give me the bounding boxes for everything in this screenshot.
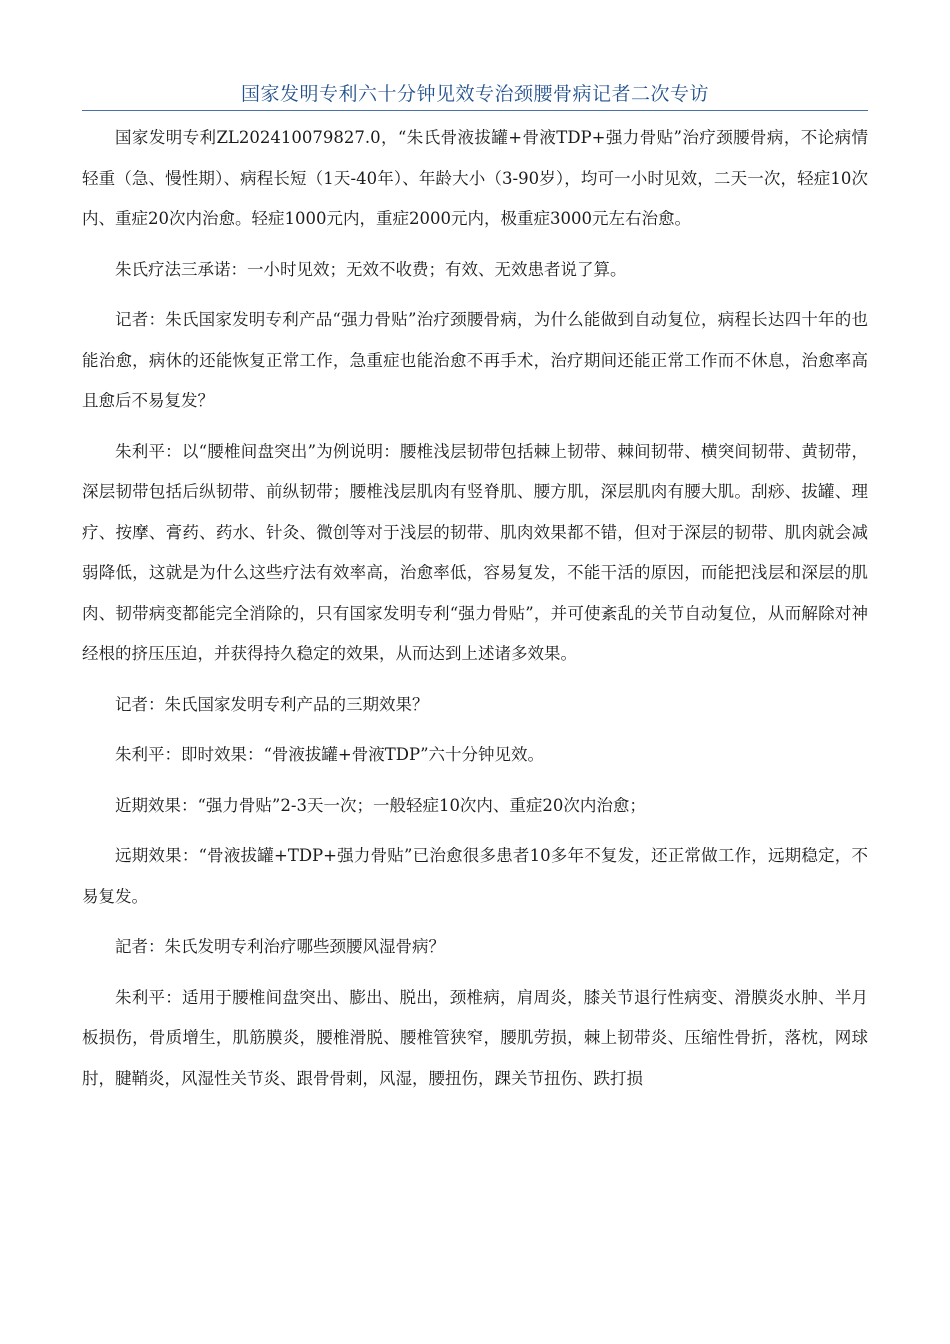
paragraph-patent-intro: 国家发明专利ZL202410079827.0，“朱氏骨液拔罐+骨液TDP+强力骨贴”治疗颈腰骨病，不论病情轻重（急、慢性期）、病程长短（1天-40年）、年龄大小（3-90岁），均可一小时见效，二天一次，轻症10次内、重症20次内治愈。轻症1000元内，重症2000元内，极重症3000元左右治愈。	[82, 128, 868, 228]
paragraph-reporter-question-2: 记者：朱氏国家发明专利产品的三期效果？	[115, 694, 429, 714]
document-body	[82, 118, 868, 1109]
paragraph-answer-1: 朱利平：以“腰椎间盘突出”为例说明：腰椎浅层韧带包括棘上韧带、棘间韧带、横突间韧带、黄韧带，深层韧带包括后纵韧带、前纵韧带；腰椎浅层肌肉有竖脊肌、腰方肌，深层肌肉有腰大肌。刮痧、拔罐、理疗、按摩、膏药、药水、针灸、微创等对于浅层的韧带、肌肉效果都不错，但对于深层的韧带、肌肉就会减弱降低，这就是为什么这些疗法有效率高，治愈率低，容易复发，不能干活的原因，而能把浅层和深层的肌肉、韧带病变都能完全消除的，只有国家发明专利“强力骨贴”，并可使紊乱的关节自动复位，从而解除对神经根的挤压压迫，并获得持久稳定的效果，从而达到上述诸多效果。	[82, 441, 868, 663]
document-title: 国家发明专利六十分钟见效专治颈腰骨病记者二次专访	[240, 83, 709, 105]
paragraph-short-term-effect: 近期效果：“强力骨贴”2-3天一次；一般轻症10次内、重症20次内治愈；	[115, 795, 646, 815]
paragraph-answer-3: 朱利平：适用于腰椎间盘突出、膨出、脱出，颈椎病，肩周炎，膝关节退行性病变、滑膜炎水肿、半月板损伤，骨质增生，肌筋膜炎，腰椎滑脱、腰椎管狭窄，腰肌劳损，棘上韧带炎、压缩性骨折，落枕，网球肘，腱鞘炎，风湿性关节炎、跟骨骨刺，风湿，腰扭伤，踝关节扭伤、跌打损	[82, 987, 868, 1088]
page-header	[82, 80, 868, 111]
paragraph-reporter-question-1: 记者：朱氏国家发明专利产品“强力骨贴”治疗颈腰骨病，为什么能做到自动复位，病程长达四十年的也能治愈，病休的还能恢复正常工作，急重症也能治愈不再手术，治疗期间还能正常工作而不休息，治愈率高且愈后不易复发？	[82, 310, 868, 410]
paragraph-three-promises: 朱氏疗法三承诺：一小时见效；无效不收费；有效、无效患者说了算。	[115, 259, 627, 279]
paragraph-reporter-question-3: 記者：朱氏发明专利治疗哪些颈腰风湿骨病？	[115, 937, 445, 956]
paragraph-immediate-effect: 朱利平：即时效果：“骨液拔罐+骨液TDP”六十分钟见效。	[115, 745, 545, 764]
paragraph-long-term-effect: 远期效果：“骨液拔罐+TDP+强力骨贴”已治愈很多患者10多年不复发，还正常做工作，远期稳定，不易复发。	[82, 846, 868, 906]
